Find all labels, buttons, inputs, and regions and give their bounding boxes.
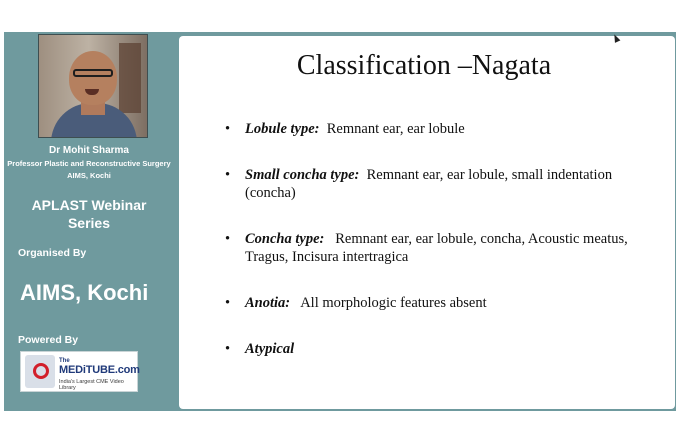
video-door [119, 43, 141, 113]
bullet-term: Lobule type: [245, 121, 320, 137]
speaker-glasses [73, 69, 113, 77]
slide-panel [179, 36, 675, 409]
bullet-list [225, 120, 645, 358]
bullet-item [225, 166, 645, 202]
series-title [4, 196, 174, 232]
bullet-term: Atypical [245, 341, 295, 357]
bullet-term: Anotia: [245, 295, 291, 311]
bullet-text: Remnant ear, ear lobule, small indentation (concha) [245, 167, 616, 201]
powered-label: Powered By [18, 334, 79, 346]
logo-brand: MEDiTUBE.com [59, 364, 140, 376]
meditube-logo [20, 351, 138, 392]
bullet-dot: • [225, 231, 231, 247]
emblem-ring-icon [33, 363, 49, 379]
bullet-dot: • [225, 167, 231, 183]
bullet-item [225, 230, 645, 266]
series-line-1: APLAST Webinar [31, 197, 147, 213]
meditube-emblem-icon [25, 355, 55, 388]
webinar-frame [4, 32, 676, 411]
bullet-text: All morphologic features absent [290, 295, 487, 311]
organised-label: Organised By [18, 247, 87, 259]
speaker-name: Dr Mohit Sharma [48, 145, 129, 156]
presenter-sidebar [4, 32, 174, 411]
bullet-item [225, 340, 645, 358]
bullet-term: Small concha type: [245, 167, 360, 183]
bullet-dot: • [225, 121, 231, 137]
bullet-text: Remnant ear, ear lobule, concha, Acoustic meatus, Tragus, Incisura intertragica [245, 231, 632, 265]
bullet-text: Remnant ear, ear lobule [319, 121, 465, 137]
speaker-title: Professor Plastic and Reconstructive Surgery [7, 159, 171, 168]
logo-tagline: India's Largest CME Video Library [59, 379, 124, 391]
bullet-dot: • [225, 341, 231, 357]
bullet-item [225, 120, 645, 138]
bullet-dot: • [225, 295, 231, 311]
slide-title: Classification –Nagata [296, 50, 552, 81]
organiser-name: AIMS, Kochi [20, 280, 149, 305]
bullet-term: Concha type: [245, 231, 325, 247]
bullet-item [225, 294, 645, 312]
series-line-2: Series [67, 215, 111, 231]
speaker-video [38, 34, 148, 138]
logo-small-text: The [59, 358, 70, 364]
speaker-head [69, 51, 117, 105]
speaker-org: AIMS, Kochi [67, 171, 111, 180]
